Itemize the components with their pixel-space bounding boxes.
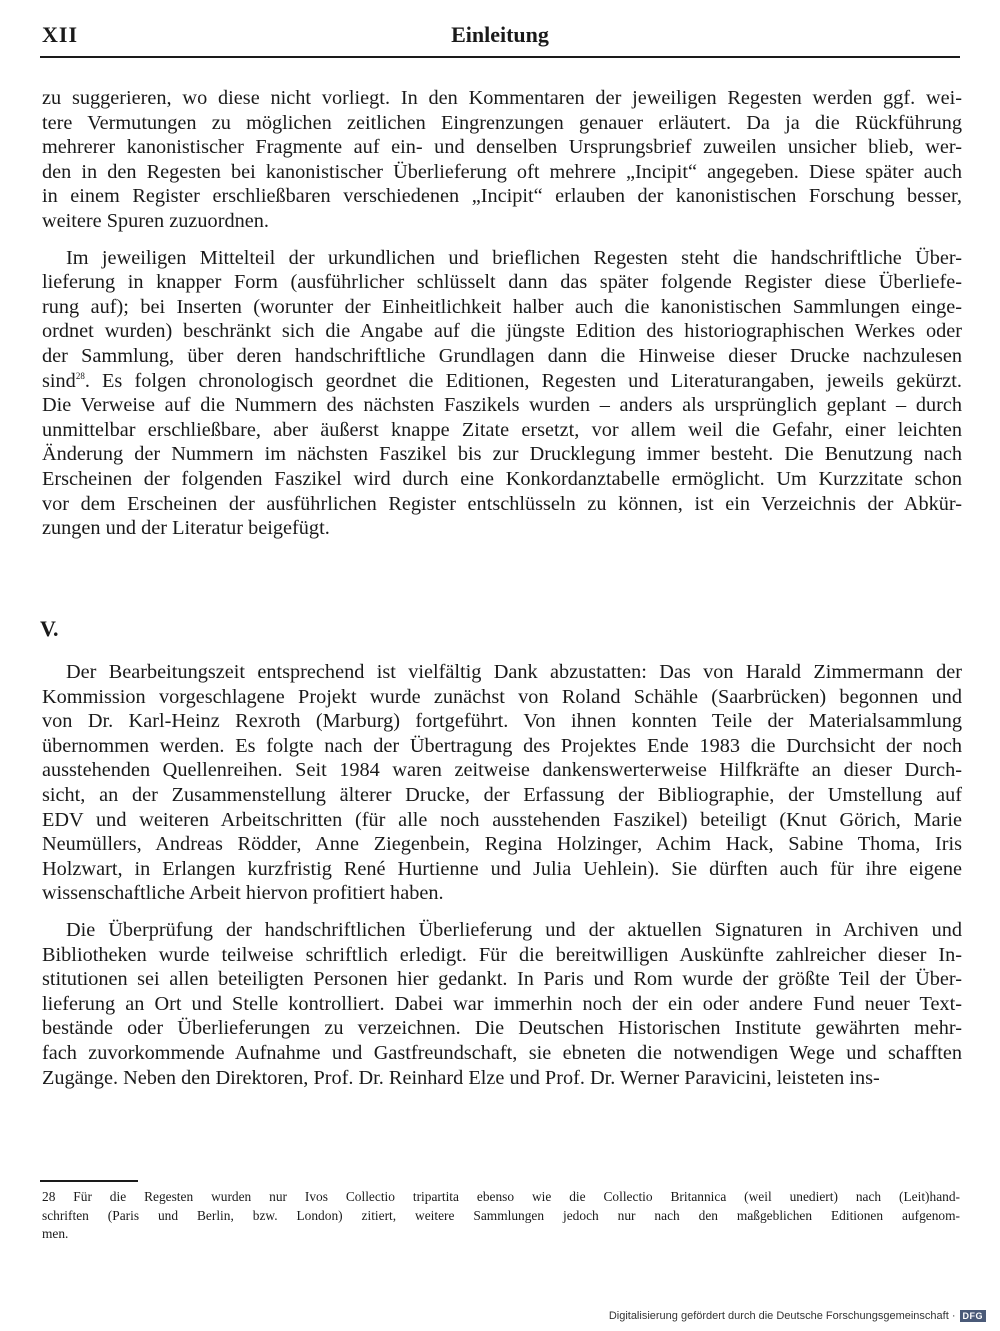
paragraph	[42, 86, 962, 234]
text-line: Bibliotheken wurde teilweise schriftlich erledigt. Für die bereitwilligen Auskünfte zahlreicher dieser In-	[42, 943, 962, 966]
footnote-reference: 28	[75, 370, 85, 381]
text-line: sicht, an der Zusammenstellung älterer Drucke, der Erfassung der Bibliographie, der Umstellung auf	[42, 783, 962, 806]
footnote-line: 28 Für die Regesten wurden nur Ivos Collectio tripartita ebenso wie die Collectio Britannica (weil unediert) nach (Leit)hand-	[42, 1189, 960, 1204]
text-line: lieferung an Ort und Stelle kontrolliert. Dabei war immerhin noch der ein oder andere Fund neuer Text-	[42, 992, 962, 1015]
paragraph	[42, 246, 962, 541]
text-line: vor dem Erscheinen der ausführlichen Register entschlüsseln zu können, ist ein Verzeichnis der Abkür-	[42, 492, 962, 515]
text-line: zungen und der Literatur beigefügt.	[42, 517, 330, 540]
footnote-line: men.	[42, 1226, 69, 1241]
text-line: stitutionen sei allen beteiligten Personen hier gedankt. In Paris und Rom wurde der größte Teil der Über-	[42, 968, 962, 991]
text-line: Der Bearbeitungszeit entsprechend ist vielfältig Dank abzustatten: Das von Harald Zimmermann der	[66, 661, 962, 683]
text-line: zu suggerieren, wo diese nicht vorliegt. In den Kommentaren der jeweiligen Regesten werden ggf. wei-	[42, 87, 962, 109]
text-line: in einem Register erschließbaren verschiedenen „Incipit“ erlauben der kanonistischen Forschung besser,	[42, 185, 962, 208]
text-line: ordnet wurden) beschränkt sich die Angabe auf die jüngste Edition des historiographischen Werkes oder	[42, 320, 962, 343]
text-line: Zugänge. Neben den Direktoren, Prof. Dr. Reinhard Elze und Prof. Dr. Werner Paravicini, leisteten ins-	[42, 1066, 880, 1089]
section-heading: V.	[40, 616, 59, 641]
text-line: tere Vermutungen zu möglichen zeitlichen Eingrenzungen genauer erläutert. Da ja die Rückführung	[42, 111, 962, 134]
page-header	[40, 22, 960, 58]
paragraph	[42, 918, 962, 1090]
text-line: ausstehenden Quellenreihen. Seit 1984 waren zeitweise dankenswerterweise Hilfkräfte an dieser Durch-	[42, 759, 962, 782]
text-line: Holzwart, in Erlangen kurzfristig René Hurtienne und Julia Uehlein). Sie dürften auch für ihre eigene	[42, 857, 962, 880]
body-text-after	[42, 660, 962, 1102]
text-line: lieferung in knapper Form (ausführlicher schlüsselt dann das später folgende Register diese Überliefe-	[42, 271, 962, 294]
text-line: Erscheinen der folgenden Faszikel wird durch eine Konkordanztabelle ermöglicht. Um Kurzzitate schon	[42, 467, 962, 490]
footnote-line: schriften (Paris und Berlin, bzw. London) zitiert, weitere Sammlungen jedoch nur nach den maßgeblichen Editionen aufgenom-	[42, 1207, 960, 1223]
text-line: von Dr. Karl-Heinz Rexroth (Marburg) fortgeführt. Von ihnen konnten Teile der Materialsammlung	[42, 710, 962, 733]
dfg-logo-icon: DFG	[960, 1310, 987, 1322]
running-title: Einleitung	[451, 22, 549, 47]
text-line: unmittelbar erschließbare, aber äußerst knappe Zitate ersetzt, vor allem weil die Gefahr, einer leichten	[42, 418, 962, 441]
text-line: fach zuvorkommende Aufnahme und Gastfreundschaft, sie ebneten die notwendigen Wege und schafften	[42, 1041, 962, 1064]
footnote	[42, 1188, 960, 1244]
text-line: Neumüllers, Andreas Rödder, Anne Ziegenbein, Regina Holzinger, Achim Hack, Sabine Thoma, Iris	[42, 833, 962, 856]
text-line: der Sammlung, über deren handschriftliche Grundlagen dann die Hinweise dieser Drucke nachzulesen	[42, 344, 962, 367]
footnote-rule	[40, 1180, 138, 1182]
text-line: Die Überprüfung der handschriftlichen Überlieferung und der aktuellen Signaturen in Archiven und	[66, 918, 962, 941]
body-text-before	[42, 86, 962, 553]
digitization-credit	[609, 1310, 986, 1322]
credit-text: Digitalisierung gefördert durch die Deutsche Forschungsgemeinschaft ·	[608, 1310, 956, 1322]
text-line: Die Verweise auf die Nummern des nächsten Faszikels wurden – anders als ursprünglich geplant – durch	[42, 394, 962, 417]
text-line: wissenschaftliche Arbeit hiervon profitiert haben.	[42, 882, 444, 905]
page-number: XII	[42, 22, 79, 47]
text-line: mehrerer kanonistischer Fragmente auf ein- und denselben Ursprungsbrief zuweilen unsicher blieb, wer-	[42, 136, 962, 159]
text-line: sind$^{28}$. Es folgen chronologisch geordnet die Editionen, Regesten und Literaturangaben, jeweils gekürzt.	[42, 369, 962, 392]
text-line: bestände oder Überlieferungen zu verzeichnen. Die Deutschen Historischen Institute gewährten mehr-	[42, 1017, 962, 1040]
text-line: übernommen werden. Es folgte nach der Übertragung des Projektes Ende 1983 die Durchsicht der noch	[42, 734, 962, 757]
text-line: rung auf); bei Inserten (worunter der Einheitlichkeit halber auch die kanonistischen Sammlungen einge-	[42, 295, 962, 318]
text-line: EDV und weiteren Arbeitschritten (für alle noch ausstehenden Faszikel) beteiligt (Knut Görich, Marie	[42, 808, 962, 831]
text-line: Änderung der Nummern im nächsten Faszikel bis zur Drucklegung immer besteht. Die Benutzung nach	[42, 443, 962, 466]
text-line: weitere Spuren zuzuordnen.	[42, 209, 269, 232]
text-line: Im jeweiligen Mittelteil der urkundlichen und brieflichen Regesten steht die handschriftliche Über-	[66, 246, 962, 269]
paragraph	[42, 660, 962, 906]
text-line: den in den Regesten bei kanonistischer Überlieferung oft mehrere „Incipit“ angegeben. Diese später auch	[42, 160, 962, 183]
text-line: Kommission vorgeschlagene Projekt wurde zunächst von Roland Schähle (Saarbrücken) begonnen und	[42, 685, 962, 708]
